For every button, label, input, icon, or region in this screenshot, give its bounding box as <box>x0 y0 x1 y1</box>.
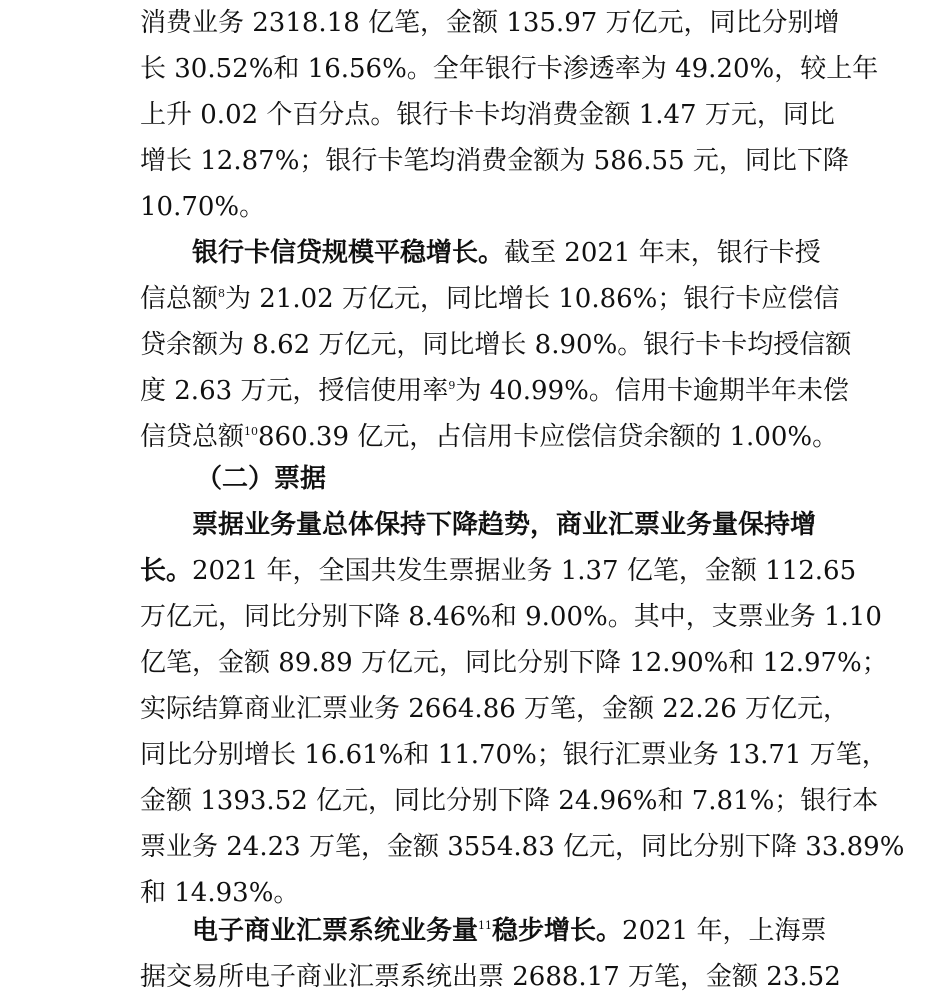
paragraph-line <box>192 502 817 548</box>
paragraph-line <box>140 276 840 322</box>
paragraph-line <box>192 908 827 954</box>
footnote-marker: 11 <box>478 919 493 932</box>
body-text: 860.39 亿元，占信用卡应偿信贷余额的 1.00%。 <box>258 422 839 452</box>
paragraph-line: 消费业务 2318.18 亿笔，金额 135.97 万亿元，同比分别增 <box>140 8 840 38</box>
paragraph-line: 票业务 24.23 万笔，金额 3554.83 亿元，同比分别下降 33.89% <box>140 832 905 862</box>
paragraph-line <box>140 548 857 594</box>
paragraph-line <box>140 414 839 460</box>
footnote-marker: 8 <box>218 287 226 300</box>
paragraph-line: 同比分别增长 16.61%和 11.70%；银行汇票业务 13.71 万笔， <box>140 740 888 770</box>
body-text: 度 2.63 万元，授信使用率 <box>140 376 449 406</box>
footnote-marker: 10 <box>244 425 259 438</box>
body-text: 为 21.02 万亿元，同比增长 10.86%；银行卡应偿信 <box>225 284 840 314</box>
paragraph-line <box>192 230 821 276</box>
paragraph-line: 和 14.93%。 <box>140 878 300 908</box>
paragraph-line: 万亿元，同比分别下降 8.46%和 9.00%。其中，支票业务 1.10 <box>140 602 882 632</box>
paragraph-line: 上升 0.02 个百分点。银行卡卡均消费金额 1.47 万元，同比 <box>140 100 835 130</box>
section-heading: （二）票据 <box>196 464 327 494</box>
bold-lead-text: 稳步增长。 <box>492 916 623 946</box>
paragraph-line: 10.70%。 <box>140 192 266 222</box>
paragraph-line: 金额 1393.52 亿元，同比分别下降 24.96%和 7.81%；银行本 <box>140 786 879 816</box>
body-text: 截至 2021 年末，银行卡授 <box>504 238 821 268</box>
paragraph-line: 贷余额为 8.62 万亿元，同比增长 8.90%。银行卡卡均授信额 <box>140 330 852 360</box>
paragraph-line: 实际结算商业汇票业务 2664.86 万笔，金额 22.26 万亿元， <box>140 694 850 724</box>
body-text: 2021 年，全国共发生票据业务 1.37 亿笔，金额 112.65 <box>192 556 857 586</box>
body-text: 信总额 <box>140 284 219 314</box>
paragraph-line: 亿笔，金额 89.89 万亿元，同比分别下降 12.90%和 12.97%； <box>140 648 888 678</box>
bold-lead-text: 电子商业汇票系统业务量 <box>192 916 479 946</box>
body-text: 信贷总额 <box>140 422 245 452</box>
footnote-marker: 9 <box>448 379 456 392</box>
paragraph-line <box>140 368 849 414</box>
body-text: 为 40.99%。信用卡逾期半年未偿 <box>455 376 849 406</box>
body-text: 2021 年，上海票 <box>622 916 827 946</box>
bold-lead-text: 银行卡信贷规模平稳增长。 <box>192 238 505 268</box>
paragraph-line: 增长 12.87%；银行卡笔均消费金额为 586.55 元，同比下降 <box>140 146 849 176</box>
bold-lead-text: 票据业务量总体保持下降趋势，商业汇票业务量保持增 <box>192 510 817 540</box>
bold-lead-text: 长。 <box>140 556 193 586</box>
paragraph-line: 据交易所电子商业汇票系统出票 2688.17 万笔，金额 23.52 <box>140 962 841 992</box>
paragraph-line: 长 30.52%和 16.56%。全年银行卡渗透率为 49.20%，较上年 <box>140 54 879 84</box>
